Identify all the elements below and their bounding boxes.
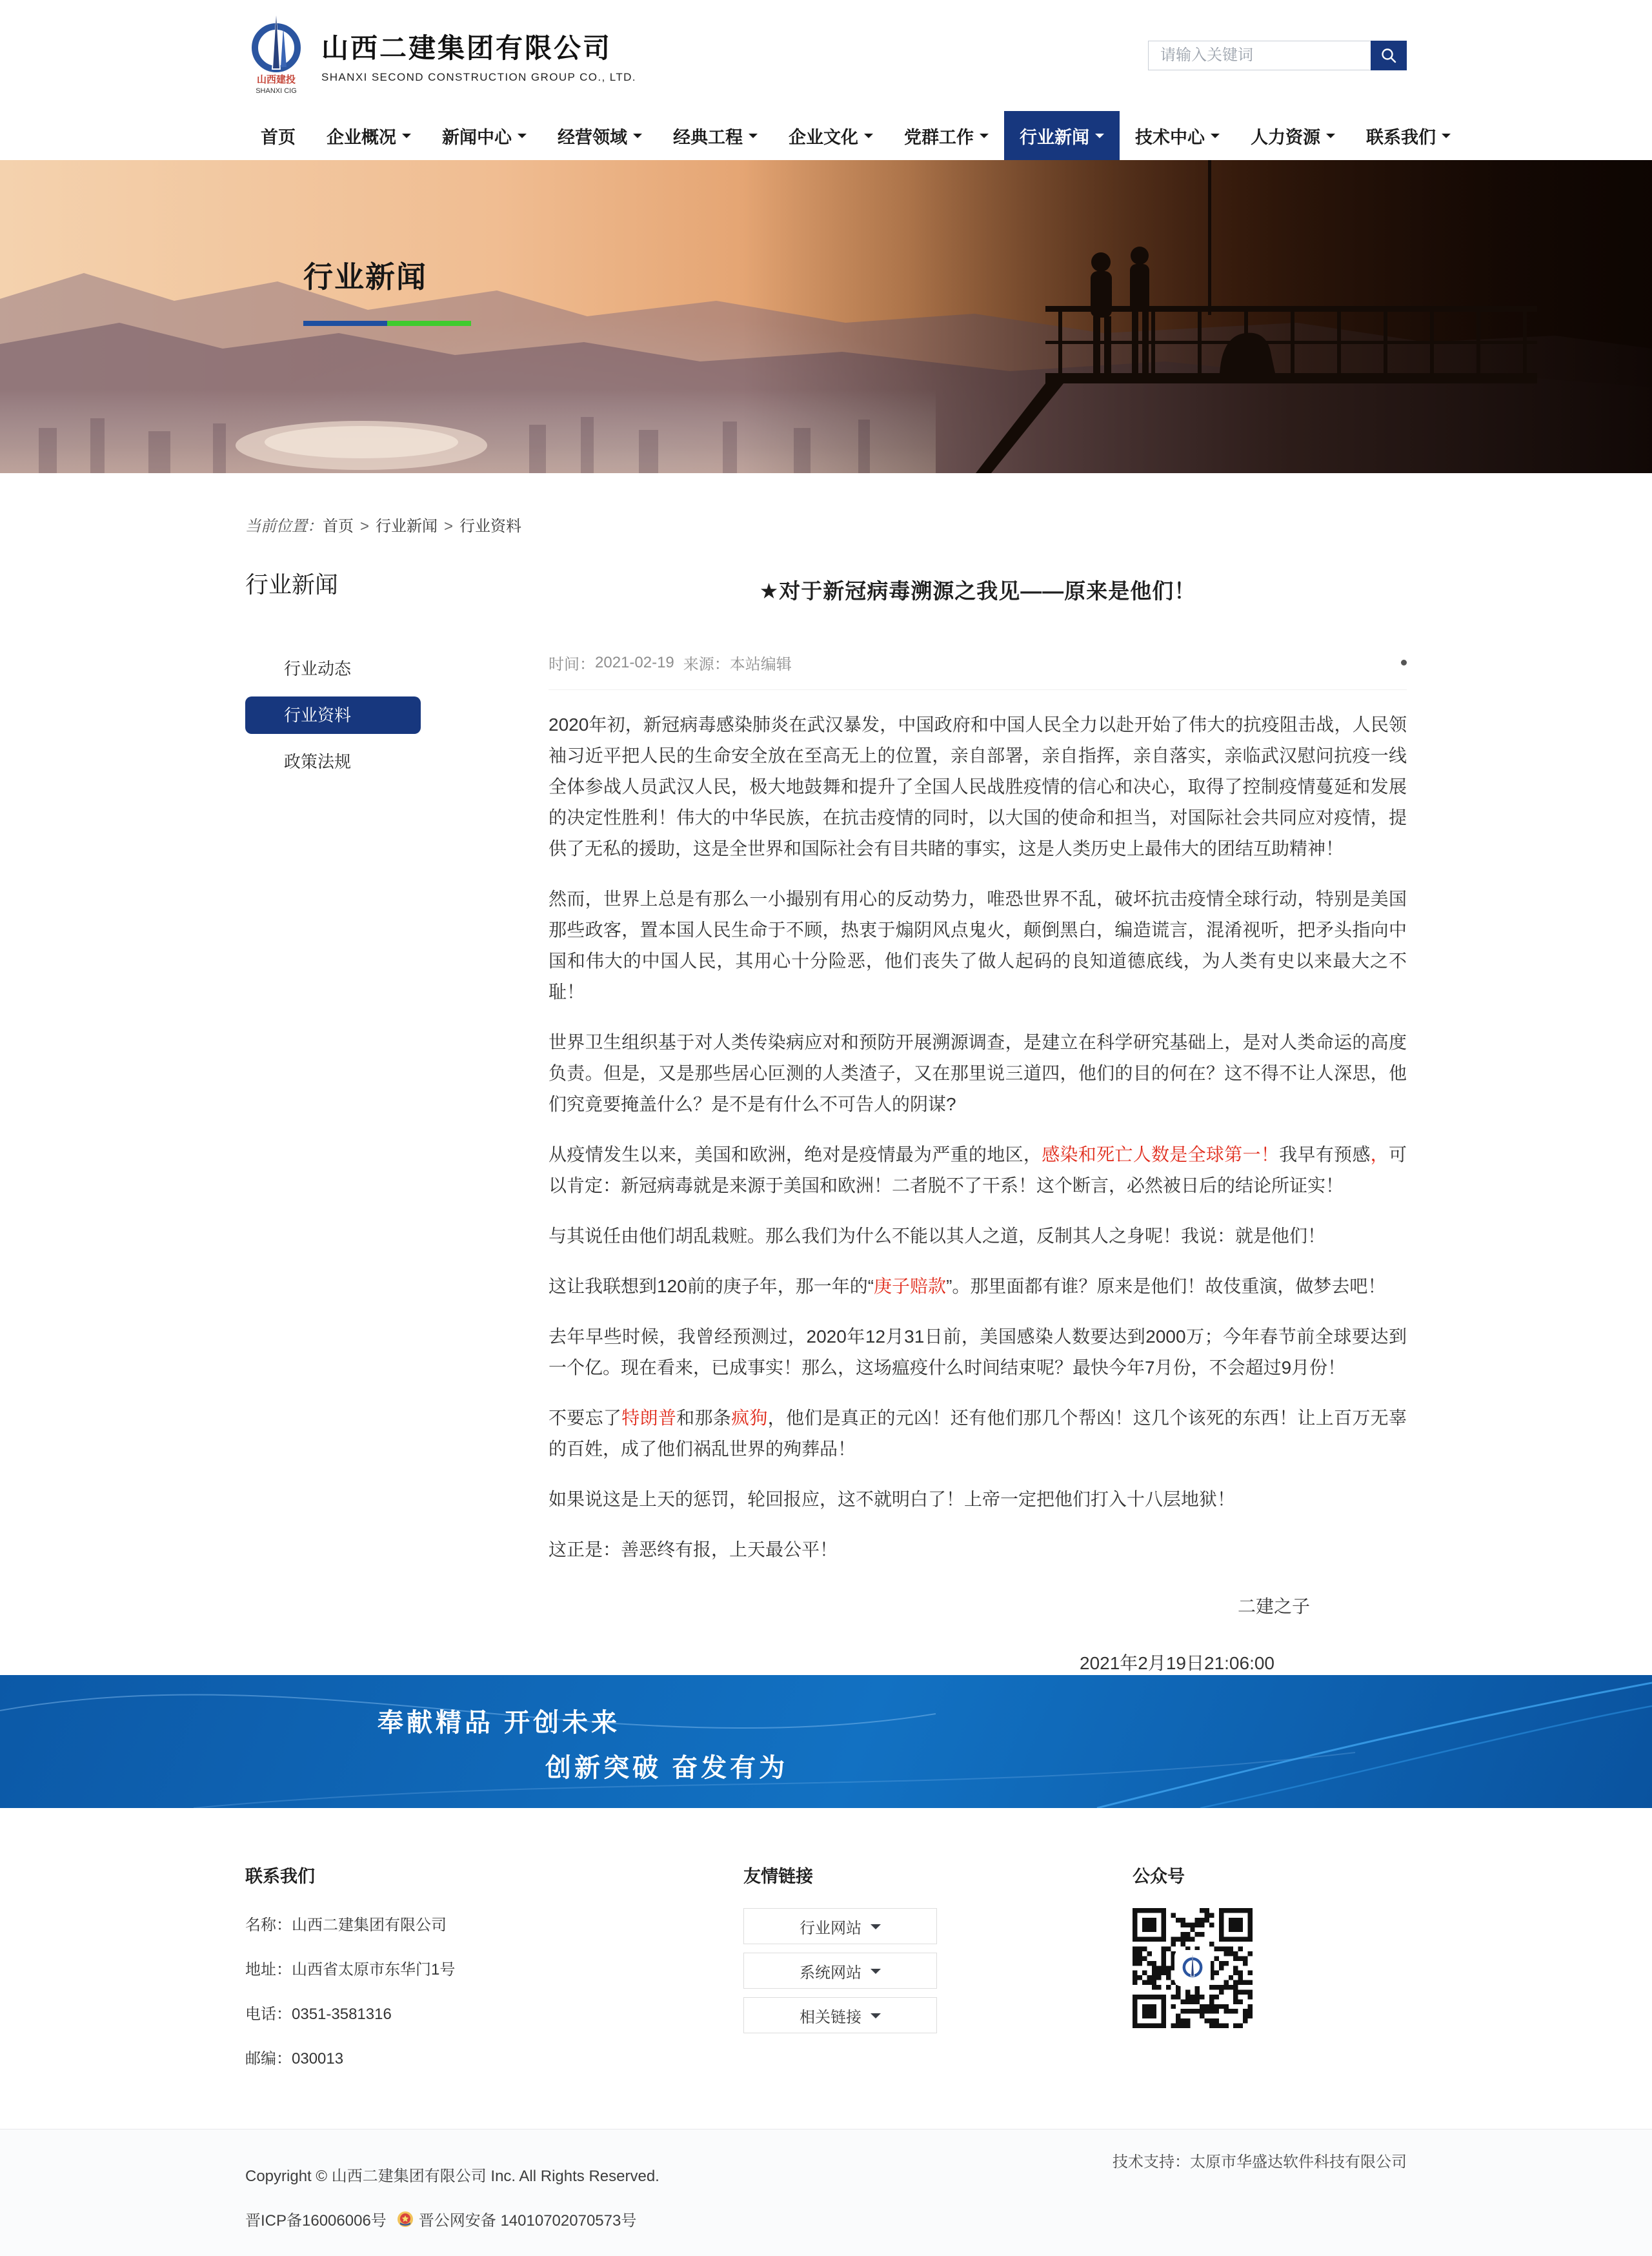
link-select-label: 行业网站 [800,1919,861,1937]
nav-item-label: 经典工程 [673,127,743,147]
nav-item-label: 行业新闻 [1020,127,1089,147]
sidebar-item-行业动态[interactable]: 行业动态 [284,659,352,678]
footer-links-section [743,1862,937,2090]
slogan-band [0,1675,1652,1808]
slogan-line-2: 创新突破 奋发有为 [545,1754,789,1782]
chevron-down-icon [871,1969,881,1979]
link-select-系统网站[interactable] [743,1953,937,1989]
article-paragraph: 这正是：善恶终有报，上天最公平！ [549,1540,838,1560]
nav-item-技术中心[interactable] [1120,111,1235,160]
article-paragraph: 然而，世界上总是有那么一小撮别有用心的反动势力，唯恐世界不乱，破坏抗击疫情全球行动，特别是美国那些政客，置本国人民生命于不顾，热衷于煽阴风点鬼火，颠倒黑白，编造谎言，混淆视听，把矛头指向中国和伟大的中国人民，其用心十分险恶，他们丧失了做人起码的良知道德底线，为人类有史以来最大之不耻！ [549,889,1407,1002]
nav-item-经典工程[interactable] [658,111,773,160]
article-meta [549,651,1407,690]
article-paragraph: 从疫情发生以来，美国和欧洲，绝对是疫情最为严重的地区，感染和死亡人数是全球第一！我早有预感，可以肯定：新冠病毒就是来源于美国和欧洲！二者脱不了干系！这个断言，必然被日后的结论所证实！ [549,1144,1407,1195]
police-link[interactable]: 晋公网安备 14010702070573号 [418,2212,637,2230]
nav-item-label: 技术中心 [1135,127,1205,147]
nav-item-label: 人力资源 [1251,127,1320,147]
bottom-bar [0,2129,1652,2256]
banner-underline [303,321,471,326]
meta-source-value: 本站编辑 [729,656,792,673]
icp-line [245,2208,660,2230]
article-body [549,709,1407,1565]
link-select-相关链接[interactable] [743,1997,937,2033]
support-company-link[interactable]: 太原市华盛达软件科技有限公司 [1190,2153,1407,2171]
article-paragraph: 这让我联想到120前的庚子年，那一年的“庚子赔款”。那里面都有谁？原来是他们！故伎重演，做梦去吧！ [549,1276,1386,1296]
chevron-down-icon [1095,134,1104,143]
bottom-left [245,2163,660,2230]
support-label: 技术支持： [1113,2153,1190,2171]
sidebar-title: 行业新闻 [245,571,339,598]
nav-item-企业概况[interactable] [311,111,427,160]
meta-time-value: 2021-02-19 [595,653,674,671]
site-header [0,0,1652,111]
nav-item-label: 企业概况 [327,127,396,147]
article-paragraph: 如果说这是上天的惩罚，轮回报应，这不就明白了！上帝一定把他们打入十八层地狱！ [549,1489,1236,1509]
meta-time-label: 时间： [549,656,595,673]
sidebar [245,567,421,789]
contact-row [245,1912,632,1935]
breadcrumb-prefix: 当前位置： [245,518,323,535]
nav-item-经营领域[interactable] [542,111,658,160]
nav-item-首页[interactable] [245,111,311,160]
contact-row-label: 名称： [245,1916,292,1934]
article-paragraph: 去年早些时候，我曾经预测过，2020年12月31日前，美国感染人数要达到2000万；今年春节前全球要达到一个亿。现在看来，已成事实！那么，这场瘟疫什么时间结束呢？最快今年7月份，不会超过9月份！ [549,1326,1407,1377]
nav-item-label: 联系我们 [1366,127,1436,147]
breadcrumb-item[interactable]: 行业资料 [459,518,522,535]
contact-row-label: 电话： [245,2006,292,2023]
banner-caption [245,254,1407,326]
contact-heading: 联系我们 [245,1867,315,1886]
sidebar-item-行业资料[interactable]: 行业资料 [245,696,421,734]
article [549,567,1407,1675]
svg-text:SHANXI CIG: SHANXI CIG [256,87,297,95]
chevron-down-icon [1211,134,1220,143]
icp-link[interactable]: 晋ICP备16006006号 [245,2212,387,2230]
footer-contact-section [245,1862,632,2090]
meta-source-label: 来源： [683,656,730,673]
links-heading: 友情链接 [743,1867,813,1886]
main-nav [0,111,1652,160]
contact-row-value: 山西二建集团有限公司 [292,1916,447,1934]
company-logo-icon [245,14,307,97]
qr-center-logo-icon [1176,1951,1209,1985]
nav-item-新闻中心[interactable] [427,111,542,160]
footer-qr-section [1133,1862,1253,2090]
breadcrumb [245,513,1407,536]
chevron-down-icon [518,134,527,143]
chevron-down-icon [871,1924,881,1935]
company-name-cn: 山西二建集团有限公司 [321,33,612,63]
breadcrumb-separator: > [360,518,370,535]
search-bar [1148,41,1407,70]
search-input[interactable] [1148,41,1371,70]
nav-item-label: 党群工作 [904,127,974,147]
article-paragraph: 与其说任由他们胡乱栽赃。那么我们为什么不能以其人之道，反制其人之身呢！我说：就是他们！ [549,1226,1326,1246]
nav-item-人力资源[interactable] [1235,111,1351,160]
link-select-行业网站[interactable] [743,1908,937,1944]
article-paragraph: 2020年初，新冠病毒感染肺炎在武汉暴发，中国政府和中国人民全力以赴开始了伟大的抗疫阻击战，人民领袖习近平把人民的生命安全放在至高无上的位置，亲自部署，亲自指挥，亲自落实，亲临武汉慰问抗疫一线全体参战人员武汉人民，极大地鼓舞和提升了全国人民战胜疫情的信心和决心，取得了控制疫情蔓延和发展的决定性胜利！伟大的中华民族，在抗击疫情的同时，以大国的使命和担当，对国际社会共同应对疫情，提供了无私的援助，这是全世界和国际社会有目共睹的事实，这是人类历史上最伟大的团结互助精神！ [549,715,1407,859]
nav-item-label: 企业文化 [789,127,858,147]
contact-row-label: 地址： [245,1961,292,1978]
chevron-down-icon [402,134,411,143]
meta-dot [1401,660,1407,666]
breadcrumb-item[interactable]: 行业新闻 [376,518,438,535]
sidebar-item-政策法规[interactable]: 政策法规 [284,752,352,771]
police-badge-icon [397,2211,414,2228]
link-select-label: 系统网站 [800,1964,861,1982]
chevron-down-icon [871,2013,881,2024]
contact-row-value: 山西省太原市东华门1号 [292,1961,456,1978]
article-title: ★对于新冠病毒溯源之我见——原来是他们！ [759,579,1196,603]
qr-heading: 公众号 [1133,1867,1185,1886]
contact-row [245,2046,632,2068]
chevron-down-icon [864,134,873,143]
banner-title: 行业新闻 [303,260,427,294]
nav-item-label: 经营领域 [558,127,627,147]
nav-item-label: 新闻中心 [442,127,512,147]
article-paragraph: 不要忘了特朗普和那条疯狗，他们是真正的元凶！还有他们那几个帮凶！这几个该死的东西！让上百万无辜的百姓，成了他们祸乱世界的殉葬品！ [549,1408,1407,1459]
brand-block [321,27,636,84]
article-paragraph: 世界卫生组织基于对人类传染病应对和预防开展溯源调查，是建立在科学研究基础上，是对人类命运的高度负责。但是，又是那些居心叵测的人类渣子，又在那里说三道四，他们的目的何在？这不得不让人深思，他们究竟要掩盖什么？是不是有什么不可告人的阴谋? [549,1032,1407,1114]
article-pub-datetime: 2021年2月19日21:06:00 [1080,1653,1274,1673]
contact-row [245,2001,632,2024]
contact-row [245,1956,632,1979]
nav-item-label: 首页 [261,127,296,147]
search-button[interactable] [1371,41,1407,70]
slogan-line-1: 奉献精品 开创未来 [378,1709,621,1737]
svg-text:山西建投: 山西建投 [256,74,296,85]
breadcrumb-item[interactable]: 首页 [323,518,354,535]
nav-item-党群工作[interactable] [889,111,1004,160]
chevron-down-icon [633,134,642,143]
nav-item-行业新闻[interactable] [1004,111,1120,160]
company-name-en: SHANXI SECOND CONSTRUCTION GROUP CO., LTD. [321,71,636,83]
chevron-down-icon [1326,134,1335,143]
nav-item-联系我们[interactable] [1351,111,1466,160]
wechat-qr-code [1133,1908,1253,2028]
chevron-down-icon [980,134,989,143]
tech-support [1113,2149,1407,2171]
contact-row-label: 邮编： [245,2050,292,2068]
copyright-text: Copyright © 山西二建集团有限公司 Inc. All Rights Reserved. [245,2168,660,2185]
link-select-label: 相关链接 [800,2008,861,2026]
chevron-down-icon [1442,134,1451,143]
site-footer [0,1808,1652,2129]
nav-item-企业文化[interactable] [773,111,889,160]
contact-row-value: 030013 [292,2050,344,2068]
search-icon [1380,47,1397,64]
article-signature: 二建之子 [1237,1596,1310,1616]
chevron-down-icon [749,134,758,143]
contact-row-value: 0351-3581316 [292,2006,392,2023]
breadcrumb-separator: > [444,518,454,535]
page-banner [0,160,1652,473]
